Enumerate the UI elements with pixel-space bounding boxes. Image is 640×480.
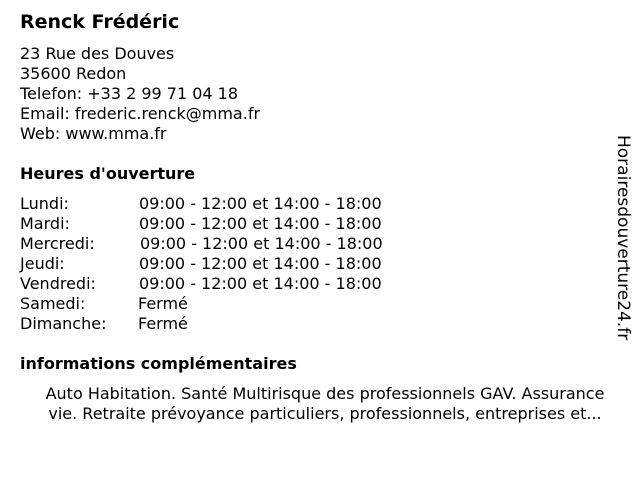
day-label: Vendredi: <box>20 274 96 293</box>
city-postcode: 35600 Redon <box>20 64 127 83</box>
additional-info-line: Auto Habitation. Santé Multirisque des professionnels GAV. Assurance <box>45 384 605 403</box>
business-name: Renck Frédéric <box>20 11 180 33</box>
day-hours: Fermé <box>138 314 188 333</box>
additional-info-heading: informations complémentaires <box>20 354 297 373</box>
day-hours: 09:00 - 12:00 et 14:00 - 18:00 <box>140 234 383 253</box>
day-label: Mardi: <box>20 214 70 233</box>
additional-info-text <box>20 384 630 424</box>
day-hours: 09:00 - 12:00 et 14:00 - 18:00 <box>139 194 382 213</box>
opening-hours-heading: Heures d'ouverture <box>20 164 196 183</box>
site-watermark: Horairesdouverture24.fr <box>613 135 633 341</box>
day-hours: 09:00 - 12:00 et 14:00 - 18:00 <box>139 254 382 273</box>
day-hours: 09:00 - 12:00 et 14:00 - 18:00 <box>139 214 382 233</box>
day-label: Mercredi: <box>20 234 95 253</box>
day-label: Dimanche: <box>20 314 107 333</box>
phone-number: Telefon: +33 2 99 71 04 18 <box>20 84 239 103</box>
day-label: Lundi: <box>20 194 69 213</box>
day-hours: Fermé <box>138 294 188 313</box>
website: Web: www.mma.fr <box>20 124 167 143</box>
email-address: Email: frederic.renck@mma.fr <box>20 104 261 123</box>
day-hours: 09:00 - 12:00 et 14:00 - 18:00 <box>139 274 382 293</box>
day-label: Samedi: <box>20 294 86 313</box>
additional-info-line: vie. Retraite prévoyance particuliers, professionnels, entreprises et... <box>48 404 602 423</box>
day-label: Jeudi: <box>20 254 65 273</box>
contact-block <box>20 44 260 144</box>
street-address: 23 Rue des Douves <box>20 44 175 63</box>
